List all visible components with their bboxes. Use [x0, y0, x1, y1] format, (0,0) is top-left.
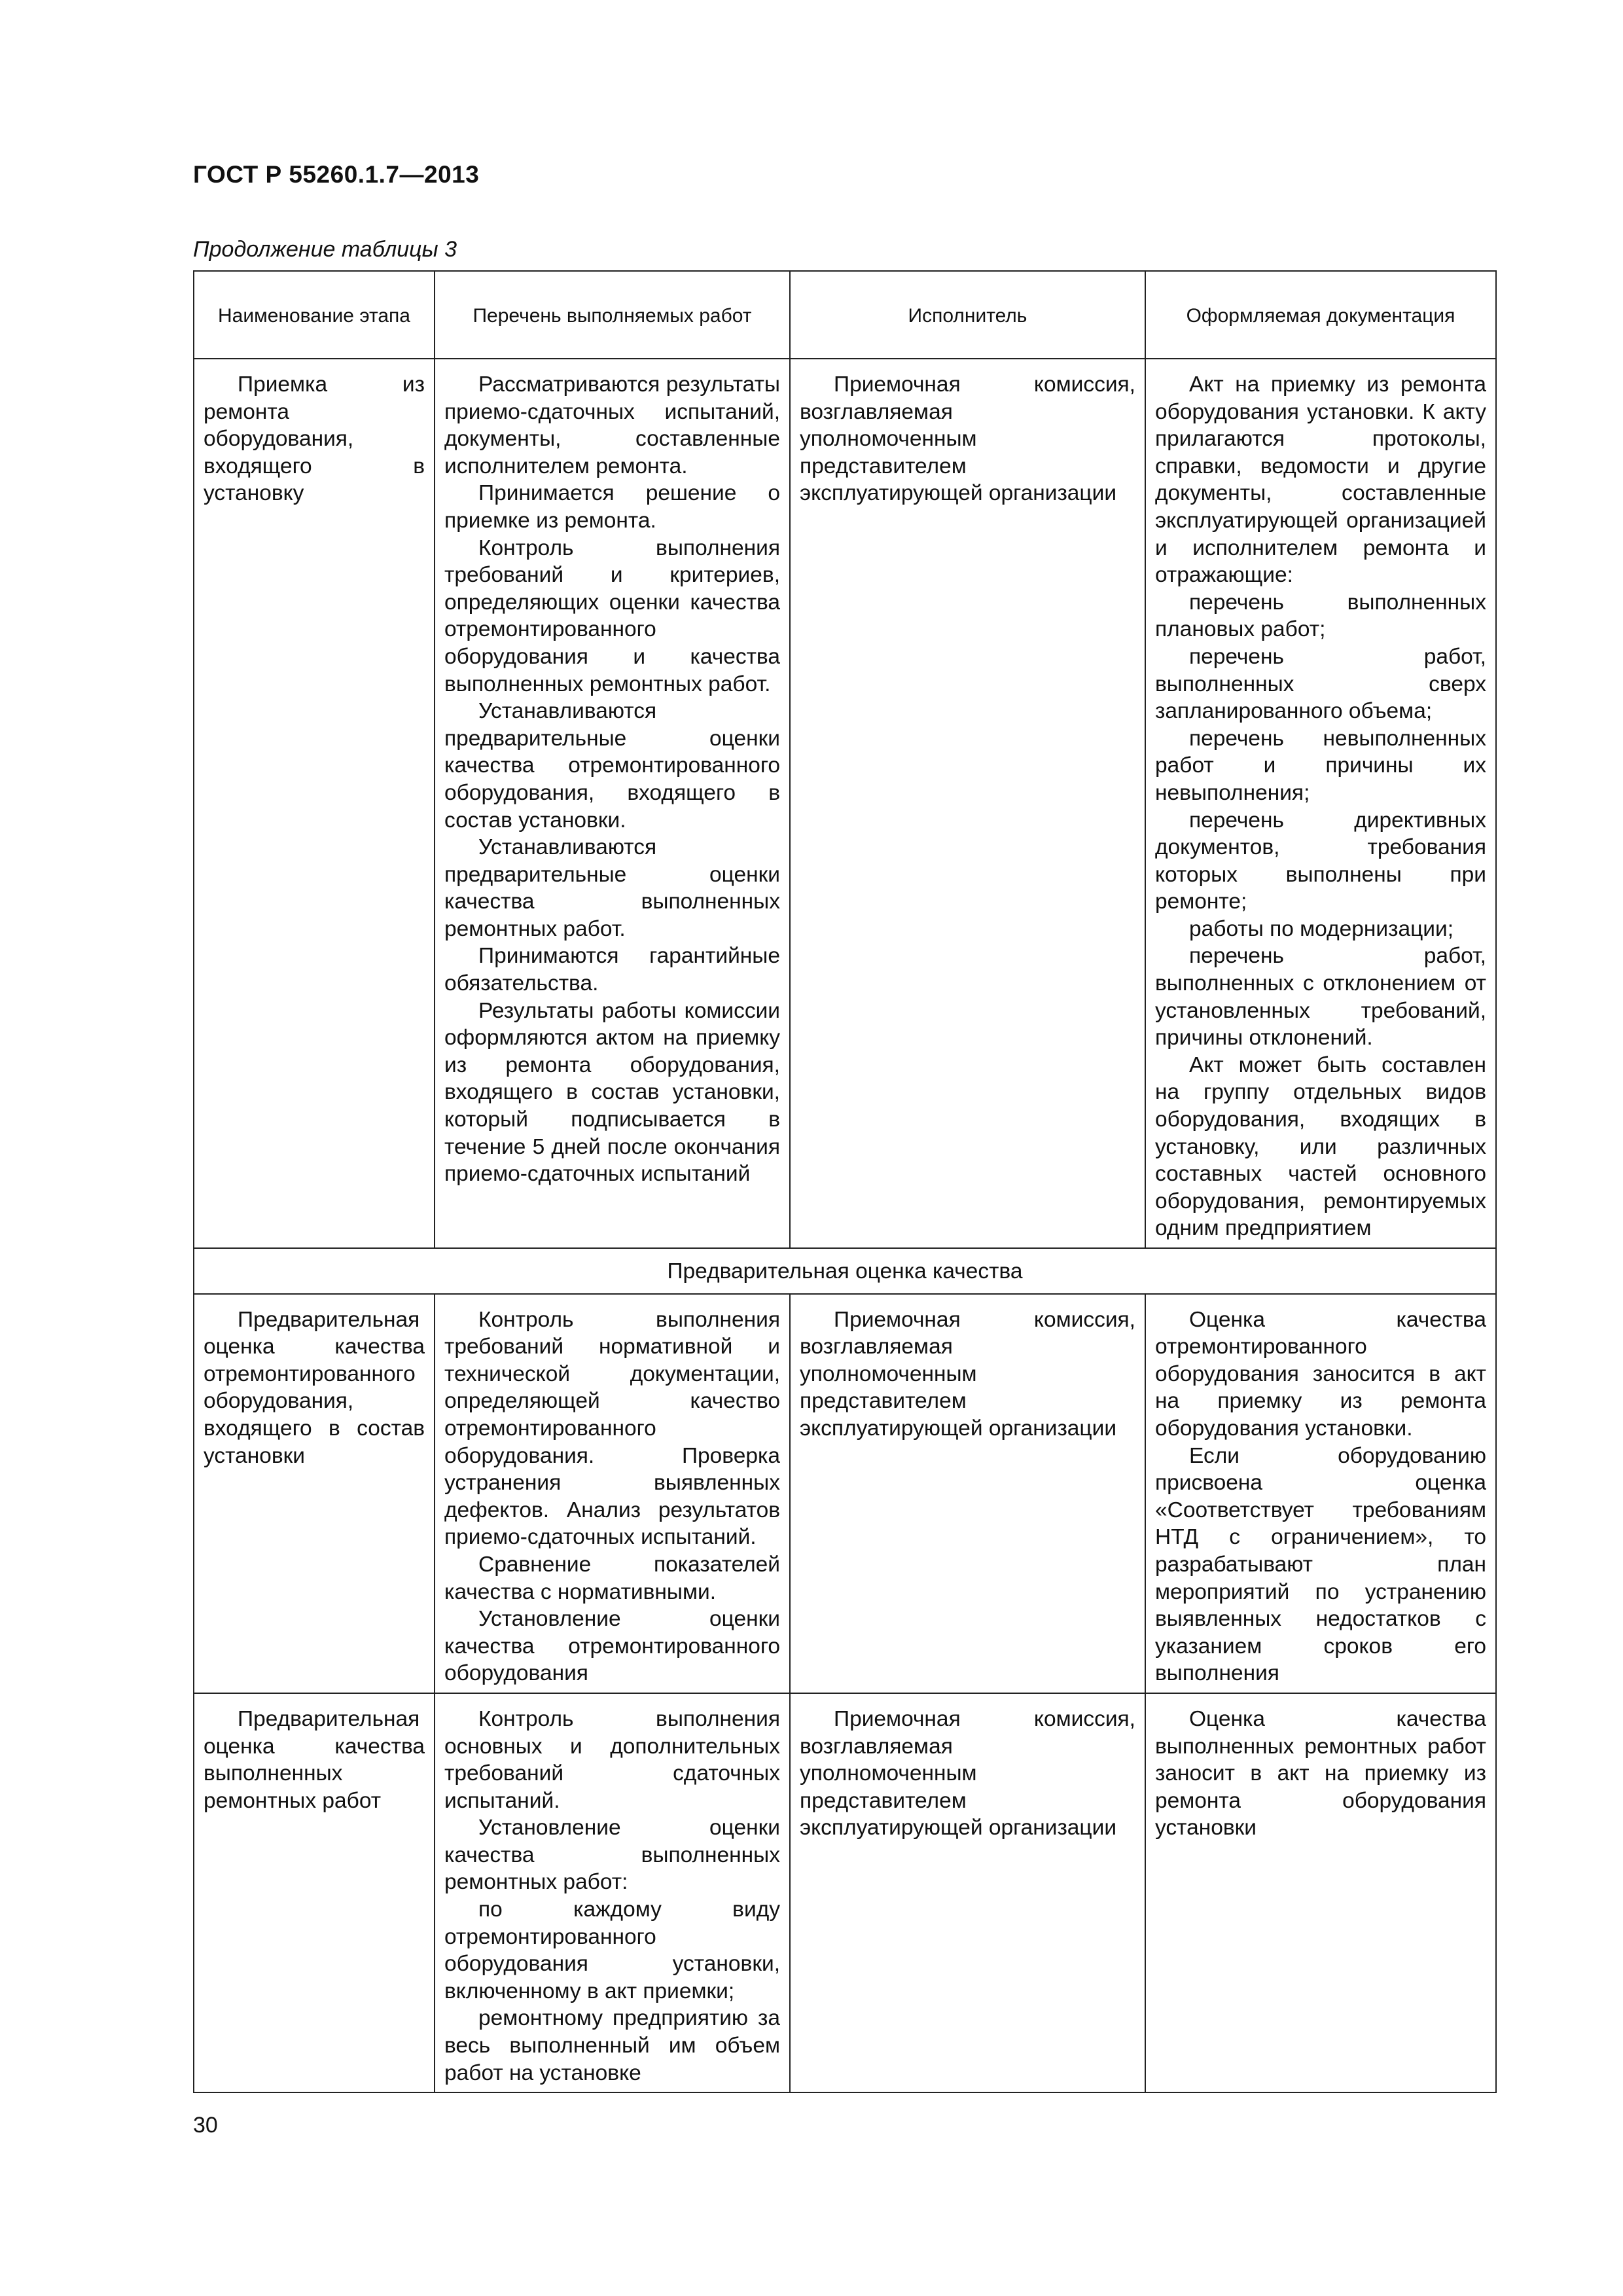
- page-number: 30: [193, 2113, 218, 2138]
- cell-works: Контроль выполнения основных и дополнительных требований сдаточных испытаний. Установление оценки качества выполненных ремонтных работ: по каждому виду отремонтированного оборудования установки, включенному в акт приемки; ремонтному предприятию за весь выполненный им объем работ на установке: [435, 1693, 790, 2092]
- header-documentation: Оформляемая документация: [1145, 271, 1496, 359]
- table-header-row: [194, 271, 1496, 359]
- header-stage: Наименование этапа: [194, 271, 435, 359]
- cell-works: Рассматриваются результаты приемо-сдаточных испытаний, документы, составленные исполнителем ремонта. Принимается решение о приемке из ремонта. Контроль выполнения требований и критериев, определяющих оценки качества отремонтированного оборудования и качества выполненных ремонтных работ. Устанавливаются предварительные оценки качества отремонтированного оборудования, входящего в состав установки. Устанавливаются предварительные оценки качества выполненных ремонтных работ. Принимаются гарантийные обязательства. Результаты работы комиссии оформляются актом на приемку из ремонта оборудования, входящего в состав установки, который подписывается в течение 5 дней после окончания приемо-сдаточных испытаний: [435, 359, 790, 1248]
- table-row: [194, 359, 1496, 1248]
- table-row: [194, 1294, 1496, 1693]
- section-row: [194, 1248, 1496, 1294]
- cell-works: Контроль выполнения требований нормативной и технической документации, определяющей качество отремонтированного оборудования. Проверка устранения выявленных дефектов. Анализ результатов приемо-сдаточных испытаний. Сравнение показателей качества с нормативными. Установление оценки качества отремонтированного оборудования: [435, 1294, 790, 1693]
- cell-executor: Приемочная комиссия, возглавляемая уполномоченным представителем эксплуатирующей организации: [790, 359, 1145, 1248]
- cell-executor: Приемочная комиссия, возглавляемая уполномоченным представителем эксплуатирующей организации: [790, 1294, 1145, 1693]
- section-title: Предварительная оценка качества: [194, 1248, 1496, 1294]
- document-standard-title: ГОСТ Р 55260.1.7—2013: [193, 161, 480, 188]
- table-caption: Продолжение таблицы 3: [193, 237, 457, 262]
- table-row: [194, 1693, 1496, 2092]
- cell-stage: Предварительная оценка качества отремонтированного оборудования, входящего в состав установки: [194, 1294, 435, 1693]
- header-works: Перечень выполняемых работ: [435, 271, 790, 359]
- cell-executor: Приемочная комиссия, возглавляемая уполномоченным представителем эксплуатирующей организации: [790, 1693, 1145, 2092]
- cell-stage: Предварительная оценка качества выполненных ремонтных работ: [194, 1693, 435, 2092]
- header-executor: Исполнитель: [790, 271, 1145, 359]
- work-stages-table: [193, 270, 1497, 2093]
- cell-documentation: Оценка качества отремонтированного оборудования заносится в акт на приемку из ремонта оборудования установки. Если оборудованию присвоена оценка «Соответствует требованиям НТД с ограничением», то разрабатывают план мероприятий по устранению выявленных недостатков с указанием сроков его выполнения: [1145, 1294, 1496, 1693]
- cell-stage: Приемка из ремонта оборудования, входящего в установку: [194, 359, 435, 1248]
- cell-documentation: Акт на приемку из ремонта оборудования установки. К акту прилагаются протоколы, справки, ведомости и другие документы, составленные эксплуатирующей организацией и исполнителем ремонта и отражающие: перечень выполненных плановых работ; перечень работ, выполненных сверх запланированного объема; перечень невыполненных работ и причины их невыполнения; перечень директивных документов, требования которых выполнены при ремонте; работы по модернизации; перечень работ, выполненных с отклонением от установленных требований, причины отклонений. Акт может быть составлен на группу отдельных видов оборудования, входящих в установку, или различных составных частей основного оборудования, ремонтируемых одним предприятием: [1145, 359, 1496, 1248]
- cell-documentation: Оценка качества выполненных ремонтных работ заносит в акт на приемку из ремонта оборудования установки: [1145, 1693, 1496, 2092]
